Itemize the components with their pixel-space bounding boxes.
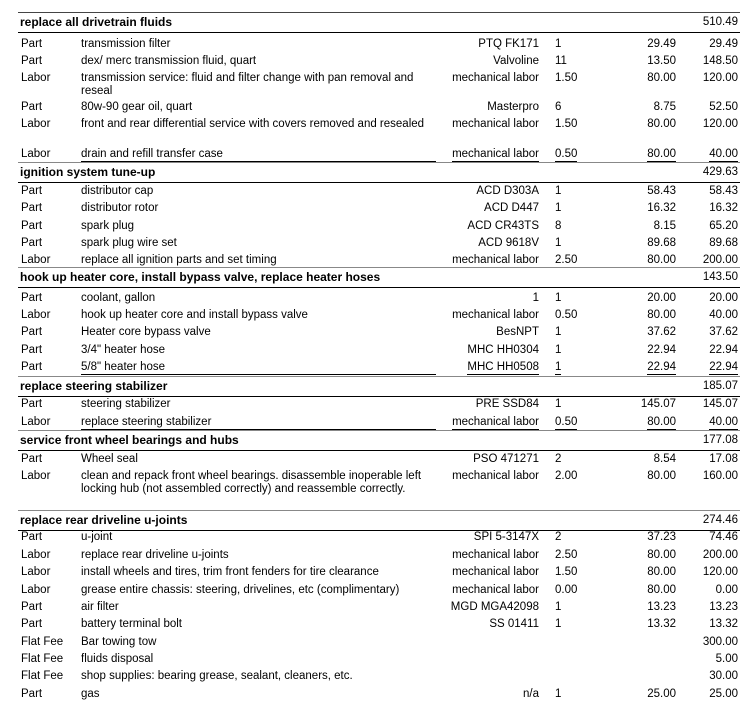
line-quantity: 0.50 [555, 309, 578, 321]
line-quantity: 0.50 [555, 416, 578, 428]
line-type: Part [21, 326, 43, 338]
line-description: front and rear differential service with covers removed and resealed [81, 118, 425, 130]
line-quantity: 1 [555, 618, 562, 630]
section-title: service front wheel bearings and hubs [20, 433, 239, 447]
line-rate: 80.00 [647, 118, 676, 130]
line-rate: 37.23 [647, 531, 676, 543]
line-quantity: 1 [555, 38, 562, 50]
section-header [18, 162, 740, 181]
line-type: Labor [21, 148, 51, 160]
line-description: distributor cap [81, 185, 154, 197]
line-type: Part [21, 202, 43, 214]
line-reference: PTQ FK171 [478, 38, 539, 50]
line-total: 120.00 [702, 566, 738, 578]
line-type: Labor [21, 584, 51, 596]
line-total: 145.07 [702, 398, 738, 410]
line-description: Wheel seal [81, 453, 138, 465]
line-description: fluids disposal [81, 653, 154, 665]
line-quantity: 1.50 [555, 72, 578, 84]
line-reference: 1 [532, 292, 539, 304]
line-type: Labor [21, 72, 51, 84]
line-type: Part [21, 185, 43, 197]
line-type: Labor [21, 254, 51, 266]
line-description: hook up heater core and install bypass valve [81, 309, 308, 321]
line-quantity: 1 [555, 398, 562, 410]
line-description: 3/4" heater hose [81, 344, 166, 356]
section-divider [18, 287, 740, 288]
section-title: replace rear driveline u-joints [20, 513, 188, 527]
section-divider [18, 396, 740, 397]
section-header [18, 510, 740, 529]
line-reference: mechanical labor [452, 309, 539, 321]
line-type: Part [21, 101, 43, 113]
line-total: 16.32 [709, 202, 738, 214]
line-type: Part [21, 531, 43, 543]
line-total: 22.94 [709, 361, 738, 373]
line-type: Part [21, 220, 43, 232]
line-type: Part [21, 38, 43, 50]
line-reference: BesNPT [496, 326, 539, 338]
line-rate: 29.49 [647, 38, 676, 50]
line-quantity: 1 [555, 237, 562, 249]
line-description: dex/ merc transmission fluid, quart [81, 55, 257, 67]
section-header [18, 430, 740, 449]
line-rate: 8.75 [653, 101, 676, 113]
line-type: Part [21, 453, 43, 465]
line-quantity: 1 [555, 688, 562, 700]
line-type: Part [21, 398, 43, 410]
line-type: Part [21, 361, 43, 373]
line-description: spark plug wire set [81, 237, 177, 249]
line-reference: SPI 5-3147X [473, 531, 539, 543]
line-quantity: 2 [555, 531, 562, 543]
line-description: gas [81, 688, 100, 700]
section-header [18, 267, 740, 286]
line-total: 30.00 [709, 670, 738, 682]
line-quantity: 0.50 [555, 148, 578, 160]
line-total: 13.32 [709, 618, 738, 630]
section-title: replace steering stabilizer [20, 379, 168, 393]
line-total: 120.00 [702, 72, 738, 84]
line-description: coolant, gallon [81, 292, 156, 304]
line-total: 17.08 [709, 453, 738, 465]
line-reference: Valvoline [493, 55, 539, 67]
line-type: Labor [21, 549, 51, 561]
line-total: 300.00 [702, 636, 738, 648]
line-reference: mechanical labor [452, 549, 539, 561]
line-total: 148.50 [702, 55, 738, 67]
line-rate: 80.00 [647, 148, 676, 160]
line-description: replace rear driveline u-joints [81, 549, 229, 561]
line-quantity: 2.50 [555, 549, 578, 561]
line-type: Labor [21, 416, 51, 428]
line-reference: ACD 9618V [478, 237, 539, 249]
line-quantity: 1 [555, 601, 562, 613]
line-type: Part [21, 55, 43, 67]
line-description: Bar towing tow [81, 636, 157, 648]
line-quantity: 1 [555, 361, 562, 373]
line-reference: ACD CR43TS [467, 220, 539, 232]
line-rate: 80.00 [647, 584, 676, 596]
line-rate: 58.43 [647, 185, 676, 197]
line-total: 40.00 [709, 309, 738, 321]
line-description: transmission filter [81, 38, 171, 50]
section-header [18, 12, 740, 31]
line-rate: 20.00 [647, 292, 676, 304]
line-type: Flat Fee [21, 653, 64, 665]
line-type: Labor [21, 470, 51, 482]
section-header [18, 376, 740, 395]
section-total: 274.46 [702, 514, 738, 526]
line-quantity: 1.50 [555, 118, 578, 130]
line-rate: 13.32 [647, 618, 676, 630]
section-total: 429.63 [702, 166, 738, 178]
line-reference: ACD D447 [484, 202, 539, 214]
line-rate: 80.00 [647, 416, 676, 428]
line-type: Part [21, 688, 43, 700]
line-rate: 22.94 [647, 361, 676, 373]
section-total: 143.50 [702, 271, 738, 283]
line-reference: PSO 471271 [473, 453, 539, 465]
line-total: 20.00 [709, 292, 738, 304]
line-description: transmission service: fluid and filter change with pan removal and reseal [81, 72, 414, 97]
line-reference: SS 01411 [489, 618, 539, 630]
line-total: 40.00 [709, 416, 738, 428]
line-description: replace steering stabilizer [81, 416, 436, 430]
line-quantity: 1.50 [555, 566, 578, 578]
line-description: replace all ignition parts and set timing [81, 254, 436, 268]
line-rate: 16.32 [647, 202, 676, 214]
line-total: 58.43 [709, 185, 738, 197]
section-total: 177.08 [702, 434, 738, 446]
line-quantity: 1 [555, 344, 562, 356]
line-total: 74.46 [709, 531, 738, 543]
line-total: 13.23 [709, 601, 738, 613]
line-rate: 22.94 [647, 344, 676, 356]
line-reference: MGD MGA42098 [450, 601, 539, 613]
line-description: air filter [81, 601, 119, 613]
line-description: Heater core bypass valve [81, 326, 211, 338]
line-description: install wheels and tires, trim front fenders for tire clearance [81, 566, 379, 578]
line-total: 89.68 [709, 237, 738, 249]
line-description: battery terminal bolt [81, 618, 182, 630]
line-rate: 80.00 [647, 566, 676, 578]
line-total: 120.00 [702, 118, 738, 130]
line-type: Labor [21, 118, 51, 130]
line-quantity: 8 [555, 220, 562, 232]
line-reference: mechanical labor [452, 118, 539, 130]
line-type: Part [21, 618, 43, 630]
line-quantity: 11 [555, 55, 567, 67]
line-reference: Masterpro [487, 101, 539, 113]
line-reference: MHC HH0304 [467, 344, 539, 356]
line-total: 29.49 [709, 38, 738, 50]
line-description: clean and repack front wheel bearings. disassemble inoperable left locking hub (not assembled correctly) and reassemble correctly. [81, 470, 422, 495]
line-description: 80w-90 gear oil, quart [81, 101, 193, 113]
line-total: 52.50 [709, 101, 738, 113]
line-total: 200.00 [702, 254, 738, 266]
line-reference: mechanical labor [452, 72, 539, 84]
line-total: 37.62 [709, 326, 738, 338]
line-reference: mechanical labor [452, 584, 539, 596]
section-divider [18, 450, 740, 451]
line-reference: ACD D303A [476, 185, 539, 197]
line-rate: 13.23 [647, 601, 676, 613]
line-description: u-joint [81, 531, 113, 543]
line-description: grease entire chassis: steering, drivelines, etc (complimentary) [81, 584, 400, 596]
line-reference: n/a [523, 688, 539, 700]
section-title: replace all drivetrain fluids [20, 15, 173, 29]
line-quantity: 1 [555, 185, 562, 197]
line-rate: 89.68 [647, 237, 676, 249]
line-total: 0.00 [715, 584, 738, 596]
section-divider [18, 182, 740, 183]
line-total: 65.20 [709, 220, 738, 232]
section-title: hook up heater core, install bypass valve, replace heater hoses [20, 270, 381, 284]
line-description: spark plug [81, 220, 135, 232]
line-reference: mechanical labor [452, 254, 539, 266]
line-total: 5.00 [715, 653, 738, 665]
line-type: Part [21, 601, 43, 613]
line-rate: 80.00 [647, 72, 676, 84]
line-reference: mechanical labor [452, 148, 539, 160]
line-type: Labor [21, 566, 51, 578]
line-reference: mechanical labor [452, 566, 539, 578]
line-quantity: 2 [555, 453, 562, 465]
section-total: 185.07 [702, 380, 738, 392]
section-title: ignition system tune-up [20, 165, 156, 179]
line-description: shop supplies: bearing grease, sealant, cleaners, etc. [81, 670, 353, 682]
line-rate: 80.00 [647, 254, 676, 266]
line-total: 40.00 [709, 148, 738, 160]
line-rate: 37.62 [647, 326, 676, 338]
line-quantity: 2.00 [555, 470, 578, 482]
line-reference: PRE SSD84 [475, 398, 539, 410]
line-rate: 8.15 [653, 220, 676, 232]
line-total: 22.94 [709, 344, 738, 356]
line-rate: 13.50 [647, 55, 676, 67]
line-description: steering stabilizer [81, 398, 171, 410]
line-type: Flat Fee [21, 670, 64, 682]
line-description: distributor rotor [81, 202, 159, 214]
line-rate: 25.00 [647, 688, 676, 700]
line-description: drain and refill transfer case [81, 148, 436, 162]
line-rate: 80.00 [647, 309, 676, 321]
line-quantity: 0.00 [555, 584, 578, 596]
line-description: 5/8" heater hose [81, 361, 436, 375]
line-rate: 80.00 [647, 549, 676, 561]
line-quantity: 6 [555, 101, 562, 113]
line-reference: mechanical labor [452, 416, 539, 428]
line-rate: 80.00 [647, 470, 676, 482]
line-type: Part [21, 237, 43, 249]
line-rate: 145.07 [640, 398, 676, 410]
line-rate: 8.54 [653, 453, 676, 465]
line-quantity: 1 [555, 202, 562, 214]
section-divider [18, 32, 740, 33]
line-quantity: 2.50 [555, 254, 578, 266]
line-type: Flat Fee [21, 636, 64, 648]
section-total: 510.49 [702, 16, 738, 28]
line-reference: MHC HH0508 [467, 361, 539, 373]
line-total: 25.00 [709, 688, 738, 700]
line-type: Part [21, 344, 43, 356]
line-quantity: 1 [555, 292, 562, 304]
line-total: 200.00 [702, 549, 738, 561]
line-total: 160.00 [702, 470, 738, 482]
line-type: Labor [21, 309, 51, 321]
line-quantity: 1 [555, 326, 562, 338]
line-type: Part [21, 292, 43, 304]
line-reference: mechanical labor [452, 470, 539, 482]
